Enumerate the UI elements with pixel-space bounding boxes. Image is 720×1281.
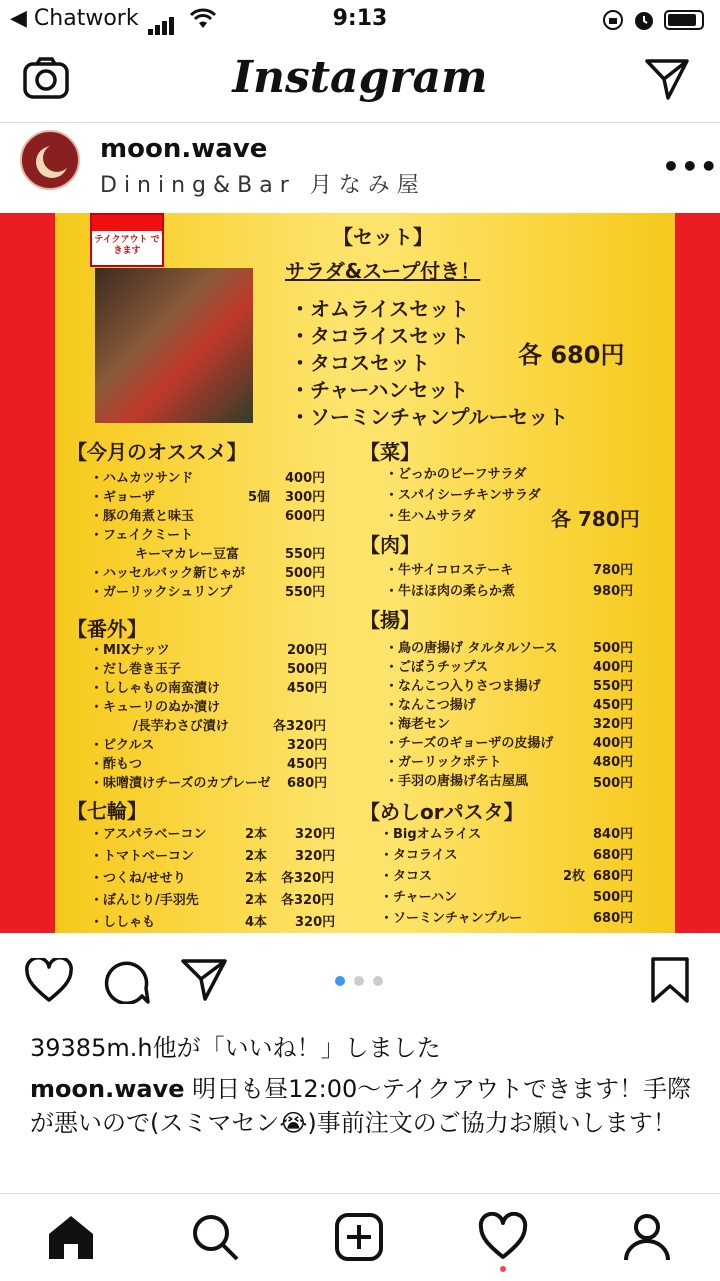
menu-price: 500円 [593, 890, 634, 905]
food-photo [95, 268, 253, 423]
menu-item: ・スパイシーチキンサラダ [385, 488, 541, 503]
notification-dot [500, 1266, 506, 1272]
menu-price: 500円 [287, 662, 328, 677]
menu-item: ・ギョーザ [90, 490, 156, 505]
menu-price: 500円 [593, 641, 634, 656]
section-title: 【番外】 [67, 617, 147, 641]
menu-price: 550円 [593, 679, 634, 694]
menu-item: ・なんこつ入りさつま揚げ [385, 679, 541, 694]
menu-price: 320円 [295, 849, 336, 864]
menu-item: ・つくね/せせり [90, 871, 186, 886]
menu-price: 320円 [295, 827, 336, 842]
set-item: ・タコライスセット [290, 324, 470, 348]
caption-username[interactable]: moon.wave [30, 1075, 185, 1103]
menu-price: 各320円 [273, 719, 327, 734]
menu-item: ・タコライス [380, 848, 458, 863]
clock: 9:13 [332, 6, 388, 31]
menu-item: ・チーズのギョーザの皮揚げ [385, 736, 554, 751]
menu-price: 680円 [593, 848, 634, 863]
menu-item: ・ししゃも [90, 915, 156, 930]
menu-price: 840円 [593, 827, 634, 842]
app-bar [0, 40, 720, 123]
section-title: 【肉】 [360, 533, 420, 557]
menu-item: ・どっかのビーフサラダ [385, 467, 527, 482]
menu-sheet [55, 213, 675, 933]
set-title: 【セット】 [333, 225, 433, 249]
profile-icon[interactable] [622, 1212, 672, 1262]
menu-item: ・牛ほほ肉の柔らか煮 [385, 584, 516, 599]
menu-item: ・ガーリックシュリンプ [90, 585, 233, 600]
more-options-icon[interactable]: ••• [662, 150, 719, 183]
menu-item: ・ハムカツサンド [90, 471, 194, 486]
post-image[interactable] [0, 213, 720, 933]
menu-item: ・キューリのぬか漬け [90, 700, 221, 715]
like-heart-icon[interactable] [24, 958, 74, 1004]
alarm-icon [632, 8, 656, 32]
menu-price: 450円 [593, 698, 634, 713]
menu-price: 550円 [285, 547, 326, 562]
menu-item: ・牛サイコロステーキ [385, 563, 514, 578]
section-title: 【揚】 [360, 608, 420, 632]
post-caption [30, 1072, 700, 1140]
menu-item: ・ハッセルバック新じゃが [90, 566, 246, 581]
menu-item: ・味噌漬けチーズのカプレーゼ [90, 776, 271, 791]
menu-qty: 4本 [245, 915, 268, 930]
app-logo: Instagram [232, 52, 488, 103]
menu-item: ・ソーミンチャンプルー [380, 911, 523, 926]
menu-price: 200円 [287, 643, 328, 658]
menu-item: ・トマトベーコン [90, 849, 195, 864]
menu-item: ・手羽の唐揚げ名古屋風 [385, 774, 529, 789]
section-title: 【菜】 [360, 440, 420, 464]
back-to-app-link[interactable]: ◀ Chatwork [10, 6, 139, 31]
likes-count[interactable]: 39385m.h他が「いいね！」しました [30, 1034, 441, 1062]
menu-price: 480円 [593, 755, 634, 770]
menu-price: 400円 [593, 660, 634, 675]
menu-price: 780円 [593, 563, 634, 578]
post-location[interactable]: Dining&Bar 月なみ屋 [100, 173, 426, 198]
set-subtitle: サラダ&スープ付き！ [285, 259, 481, 283]
menu-price: 450円 [287, 681, 328, 696]
section-title: 【今月のオススメ】 [67, 440, 247, 464]
menu-item: ・なんこつ揚げ [385, 698, 476, 713]
menu-price: 680円 [593, 869, 634, 884]
post-actions [0, 940, 720, 1020]
menu-price: 400円 [285, 471, 326, 486]
new-post-icon[interactable] [334, 1212, 384, 1262]
carousel-dot [373, 976, 383, 986]
comment-icon[interactable] [102, 958, 150, 1004]
status-bar [0, 0, 720, 40]
set-item: ・タコスセット [290, 351, 430, 375]
menu-qty: 2本 [245, 893, 268, 908]
menu-price: 500円 [285, 566, 326, 581]
menu-item: ・Bigオムライス [380, 827, 482, 842]
menu-price: 各320円 [281, 893, 335, 908]
menu-item: ・酢もつ [90, 757, 143, 772]
menu-item: ・ししゃもの南蛮漬け [90, 681, 221, 696]
rotation-lock-icon [602, 9, 624, 31]
carousel-dot [354, 976, 364, 986]
section-title: 【七輪】 [67, 799, 147, 823]
carousel-dot-active [335, 976, 345, 986]
avatar[interactable] [20, 130, 80, 190]
menu-qty: 5個 [248, 490, 271, 505]
menu-item: ・ガーリックポテト [385, 755, 502, 770]
battery-icon [664, 10, 704, 30]
section-title: 【めしorパスタ】 [360, 800, 524, 824]
home-icon[interactable] [46, 1212, 96, 1262]
menu-price: 500円 [593, 776, 634, 791]
menu-price: 450円 [287, 757, 328, 772]
menu-qty: 2本 [245, 871, 268, 886]
set-price: 各 680円 [518, 341, 625, 369]
menu-item: ・チャーハン [380, 890, 457, 905]
menu-price: 550円 [285, 585, 326, 600]
menu-price: 400円 [593, 736, 634, 751]
menu-item: ・ぼんじり/手羽先 [90, 893, 199, 908]
share-icon[interactable] [180, 958, 228, 1002]
set-item: ・オムライスセット [290, 297, 470, 321]
post-username[interactable]: moon.wave [100, 134, 268, 164]
menu-price: 980円 [593, 584, 634, 599]
direct-message-icon[interactable] [644, 58, 690, 100]
menu-qty: 2本 [245, 827, 268, 842]
menu-item: ・海老セン [385, 717, 451, 732]
save-bookmark-icon[interactable] [650, 956, 690, 1004]
menu-item: /長芋わさび漬け [133, 719, 229, 734]
menu-price: 300円 [285, 490, 326, 505]
set-item: ・ソーミンチャンプルーセット [290, 405, 569, 429]
menu-price: 320円 [593, 717, 634, 732]
sai-price: 各 780円 [551, 507, 640, 531]
menu-price: 680円 [287, 776, 328, 791]
activity-heart-icon[interactable] [478, 1212, 528, 1262]
menu-price: 680円 [593, 911, 634, 926]
menu-price: 各320円 [281, 871, 335, 886]
takeout-badge: テイクアウト できます [90, 213, 164, 267]
menu-item: ・ごぼうチップス [385, 660, 489, 675]
caption-text: 明日も昼12:00〜テイクアウトできます！手際が悪いので(スミマセン😭)事前注文のご協力お願いします！ [30, 1075, 692, 1137]
menu-item: ・アスパラベーコン [90, 827, 207, 842]
menu-price: 320円 [295, 915, 336, 930]
menu-item: ・豚の角煮と味玉 [90, 509, 195, 524]
bottom-nav [0, 1193, 720, 1281]
menu-qty: 2本 [245, 849, 268, 864]
menu-item: ・生ハムサラダ [385, 509, 476, 524]
menu-item: キーマカレー豆富 [135, 547, 240, 562]
menu-price: 320円 [287, 738, 328, 753]
menu-item: ・MIXナッツ [90, 643, 170, 658]
menu-qty: 2枚 [563, 869, 586, 884]
moon-logo-icon [22, 132, 78, 188]
menu-item: ・ピクルス [90, 738, 155, 753]
search-icon[interactable] [190, 1212, 240, 1262]
menu-item: ・フェイクミート [90, 528, 194, 543]
set-item: ・チャーハンセット [290, 378, 469, 402]
menu-item: ・タコス [380, 869, 433, 884]
menu-item: ・鳥の唐揚げ タルタルソース [385, 641, 558, 656]
menu-price: 600円 [285, 509, 326, 524]
menu-item: ・だし巻き玉子 [90, 662, 182, 677]
